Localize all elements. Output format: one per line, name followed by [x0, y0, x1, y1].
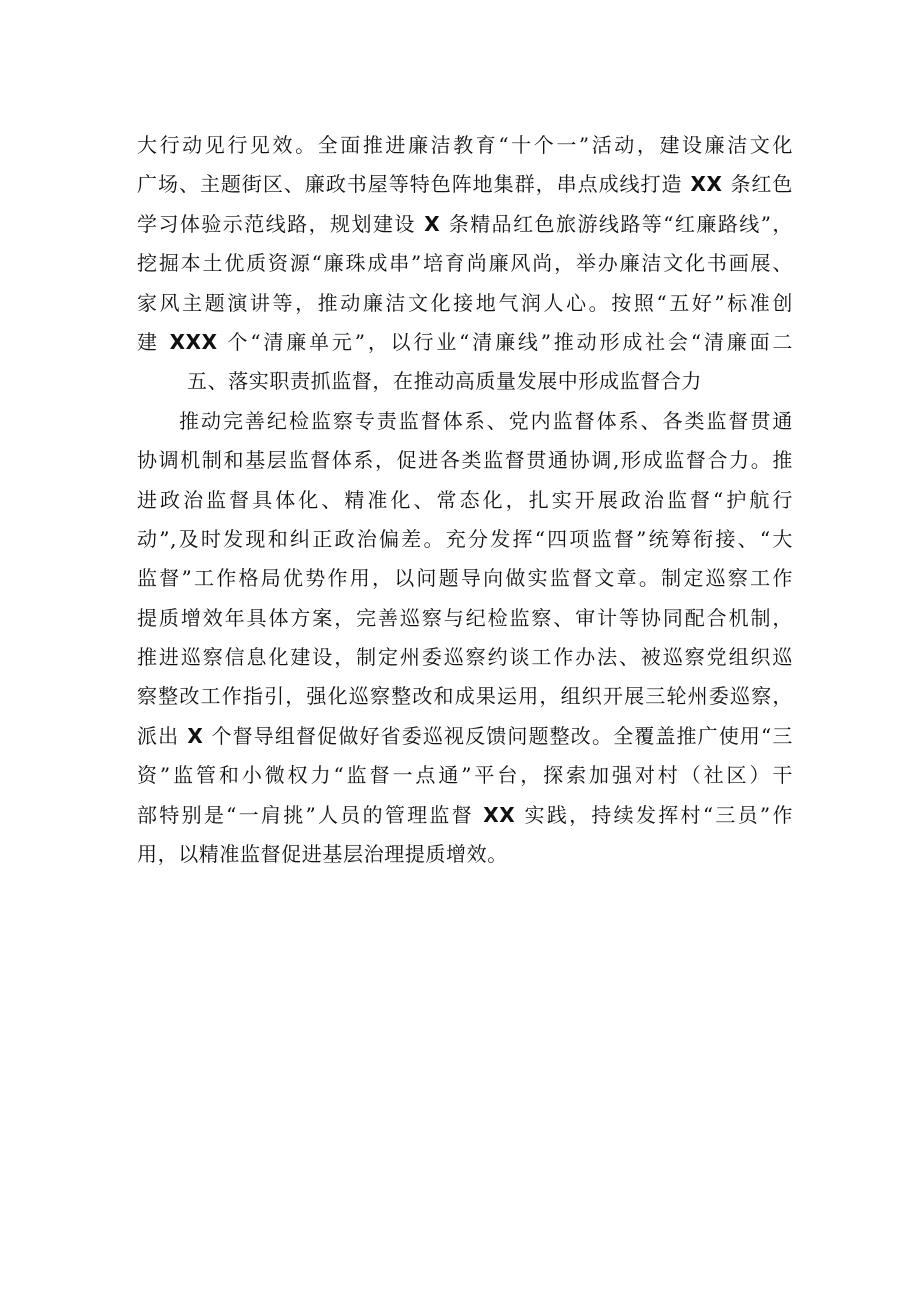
text-line-16: 派出 X 个督导组督促做好省委巡视反馈问题整改。全覆盖推广使用“三: [137, 723, 793, 748]
section-heading: 五、落实职责抓监督，在推动高质量发展中形成监督合力: [187, 369, 702, 394]
text-line-4: 挖掘本土优质资源“廉珠成串”培育尚廉风尚，举办廉洁文化书画展、: [137, 251, 793, 276]
document-body: [137, 126, 793, 874]
text-line-5: 家风主题演讲等，推动廉洁文化接地气润人心。按照“五好”标准创: [137, 290, 793, 315]
placeholder-token: X: [415, 211, 449, 236]
text-line-3: 学习体验示范线路，规划建设 X 条精品红色旅游线路等“红廉路线”，: [137, 211, 793, 236]
text-line-17: 资”监管和小微权力“监督一点通”平台，探索加强对村（社区）干: [137, 763, 793, 788]
text-line-8: 推动完善纪检监察专责监督体系、党内监督体系、各类监督贯通: [179, 408, 793, 433]
text-line-6: 建 XXX 个“清廉单元”，以行业“清廉线”推动形成社会“清廉面二: [137, 329, 793, 354]
text-line-15: 察整改工作指引，强化巡察整改和成果运用，组织开展三轮州委巡察，: [137, 684, 793, 709]
text-line-2: 广场、主题街区、廉政书屋等特色阵地集群，串点成线打造 XX 条红色: [137, 172, 793, 197]
placeholder-token: X: [179, 723, 212, 748]
placeholder-token: XX: [474, 802, 525, 827]
text-line-12: 监督”工作格局优势作用，以问题导向做实监督文章。制定巡察工作: [137, 566, 793, 591]
text-line-14: 推进巡察信息化建设，制定州委巡察约谈工作办法、被巡察党组织巡: [137, 645, 793, 670]
text-line-19: 用，以精准监督促进基层治理提质增效。: [137, 842, 508, 867]
text-line-13: 提质增效年具体方案，完善巡察与纪检监察、审计等协同配合机制，: [137, 605, 793, 630]
placeholder-token: XX: [682, 172, 731, 197]
text-line-1: 大行动见行见效。全面推进廉洁教育“十个一”活动，建设廉洁文化: [137, 133, 793, 157]
text-line-18: 部特别是“一肩挑”人员的管理监督 XX 实践，持续发挥村“三员”作: [137, 802, 793, 827]
text-line-10: 进政治监督具体化、精准化、常态化，扎实开展政治监督“护航行: [137, 487, 793, 512]
text-line-9: 协调机制和基层监督体系，促进各类监督贯通协调,形成监督合力。推: [137, 448, 793, 473]
text-line-11: 动”,及时发现和纠正政治偏差。充分发挥“四项监督”统筹衔接、“大: [137, 526, 793, 551]
placeholder-token: XXX: [159, 329, 228, 354]
